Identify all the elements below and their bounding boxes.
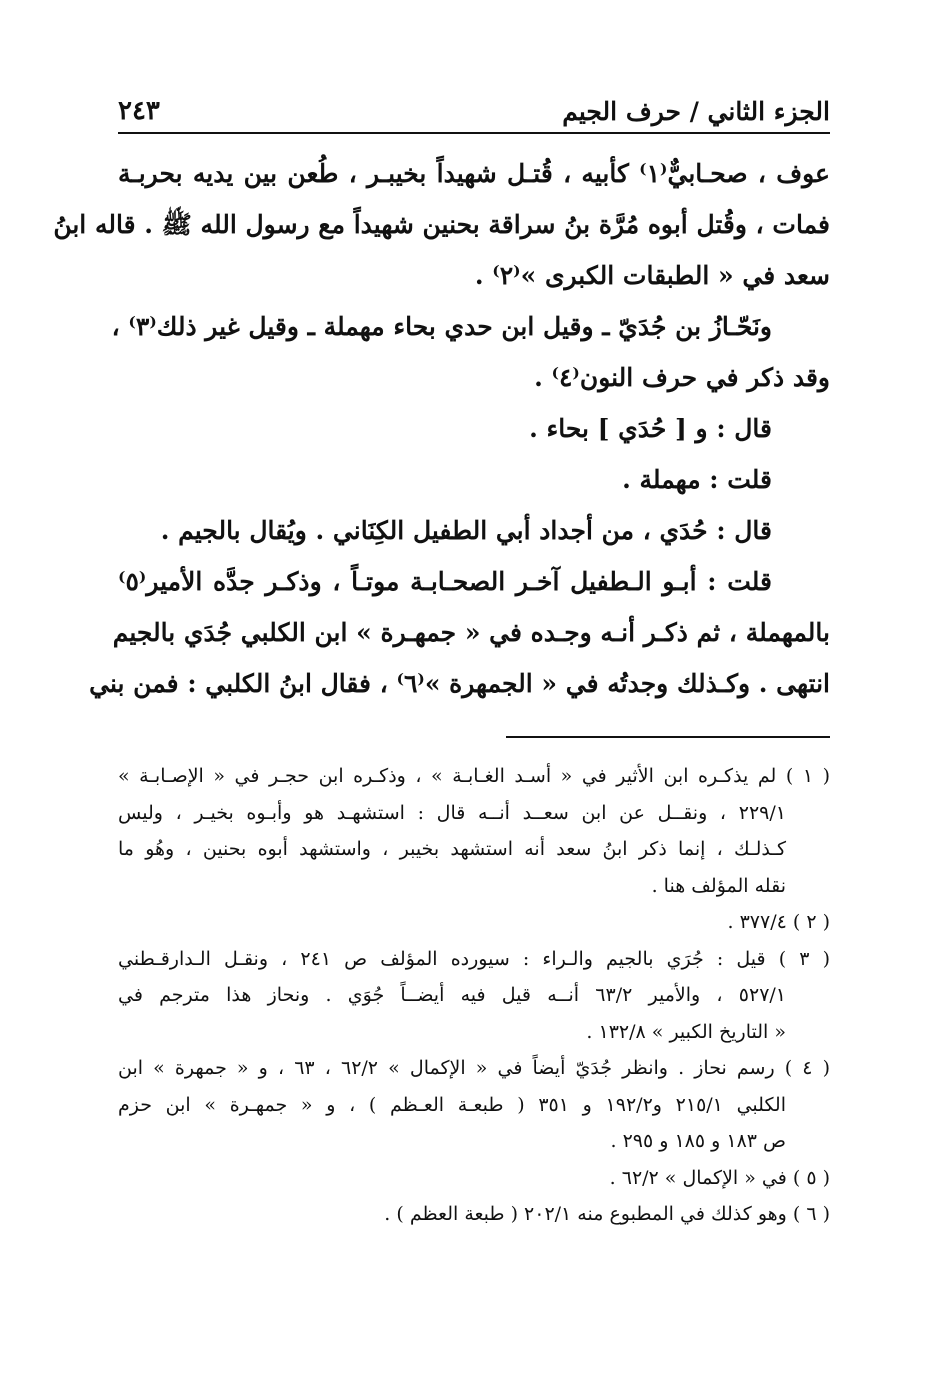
footnote-separator	[506, 736, 830, 738]
page-header	[118, 82, 830, 134]
footnote-line: ( ٥ ) في « الإكمال » ٦٢/٢ .	[609, 1166, 830, 1189]
text-line: بالمهملة ، ثم ذكـر أنـه وجـده في « جمهـرة » ابن الكلبي جُدَي بالجيم	[112, 618, 830, 647]
text-line: قلت : أبـو الـطفيل آخـر الصحـابـة موتـاً ، وذكـر جدَّه الأمير⁽٥⁾	[118, 567, 772, 596]
text-line: قلت : مهملة .	[622, 465, 772, 494]
footnote-line: ٢٢٩/١ ، ونقــل عن ابن سعــد أنــه قال : استشهـد هو وأبـوه بخيـر ، وليس	[118, 801, 786, 824]
footnotes	[118, 758, 830, 1233]
footnote-line: ٥٢٧/١ ، والأمير ٦٣/٢ أنــه قيل فيه أيضــاً جُوَي . ونحاز هذا مترجم في	[118, 984, 787, 1006]
page-number: ٢٤٣	[118, 96, 160, 126]
footnote-line: ( ٦ ) وهو كذلك في المطبوع منه ٢٠٢/١ ( طبعة العظم ) .	[384, 1203, 830, 1225]
text-line: فمات ، وقُتل أبوه مُرَّة بنُ سراقة بحنين شهيداً مع رسول الله ﷺ . قاله ابنُ	[53, 210, 830, 239]
footnote-line: ( ٤ ) رسم نحاز . وانظر جُدَيّ أيضاً في « الإكمال » ٦٢/٢ ، ٦٣ ، و « جمهرة » ابن	[118, 1057, 831, 1079]
footnote-line: كـذلـك ، إنما ذكر ابنُ سعد أنه استشهد بخيبر ، واستشهد أبوه بحنين ، وهُو ما	[118, 838, 786, 860]
text-line: ونَحّـازُ بن جُدَيّ ـ وقيل ابن حدي بحاء مهملة ـ وقيل غير ذلك⁽٣⁾ ،	[111, 312, 772, 341]
footnote-line: ( ٢ ) ٣٧٧/٤ .	[727, 911, 830, 933]
text-line: انتهى . وكـذلك وجدتُه في « الجمهرة »⁽٦⁾ ، فقال ابنُ الكلبي : فمن بني	[89, 669, 830, 698]
footnote-line: ص ١٨٣ و ١٨٥ و ٢٩٥ .	[610, 1130, 786, 1152]
running-title: الجزء الثاني / حرف الجيم	[562, 97, 830, 126]
text-line: قال : و [ حُدَي ] بحاء .	[529, 414, 772, 443]
footnote-line: ( ١ ) لم يذكـره ابن الأثير في « أسـد الغـابـة » ، وذكـره ابن حجـر في « الإصـابـة »	[118, 765, 831, 787]
footnote-line: نقله المؤلف هنا .	[651, 874, 786, 897]
footnote-line: ( ٣ ) قيل : جُرَي بالجيم والـراء : سيورده المؤلف ص ٢٤١ ، ونقـل الـدارقـطني	[118, 947, 831, 970]
text-line: عوف ، صحـابيٌّ⁽١⁾ كأبيه ، قُتـل شهيداً بخيبـر ، طُعن بين يديه بحربـة	[118, 159, 830, 188]
footnote-line: « التاريخ الكبير » ١٣٢/٨ .	[586, 1020, 786, 1043]
text-line: سعد في « الطبقات الكبرى »⁽٢⁾ .	[474, 261, 830, 290]
text-line: وقد ذكر في حرف النون⁽٤⁾ .	[534, 363, 830, 392]
text-line: قال : حُدَي ، من أجداد أبي الطفيل الكِنَاني . ويُقال بالجيم .	[160, 516, 772, 545]
main-text	[53, 148, 830, 709]
footnote-line: الكلبي ٢١٥/١ و١٩٢/٢ و ٣٥١ ( طبعـة العـظم ) ، و « جمهـرة » ابن حزم	[118, 1093, 787, 1116]
